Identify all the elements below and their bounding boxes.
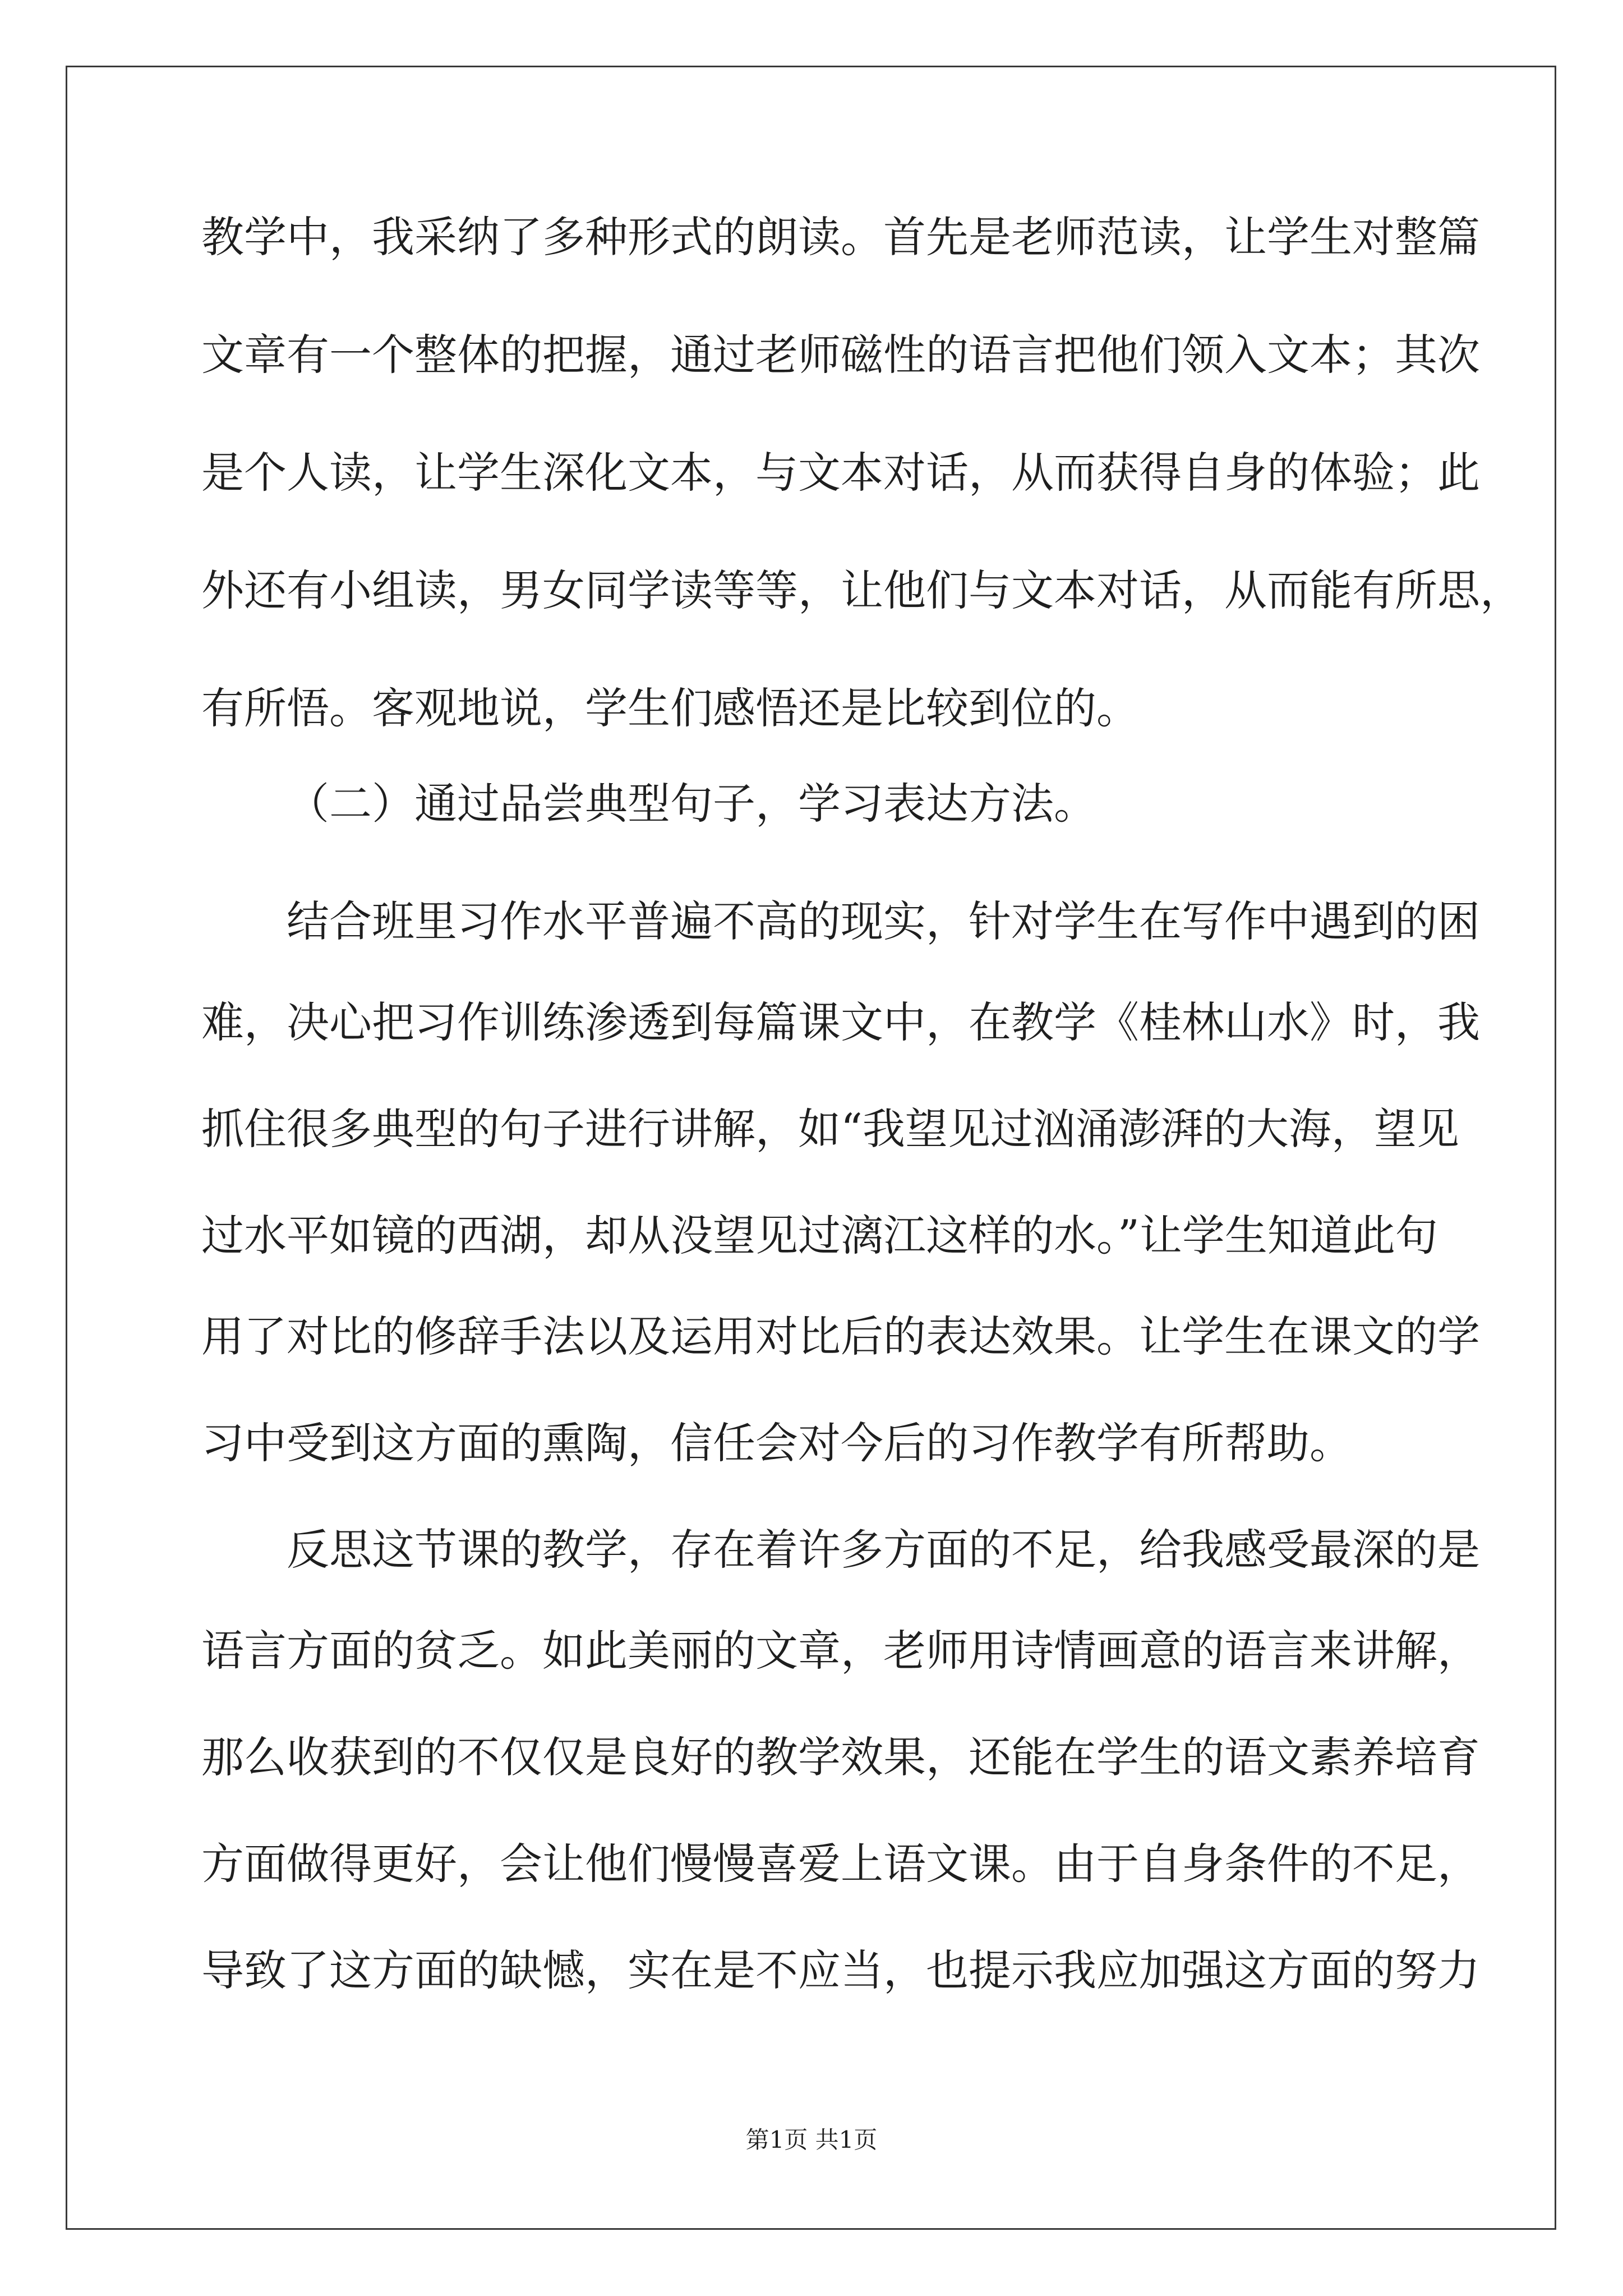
text-line: 外还有小组读，男女同学读等等，让他们与文本对话，从而能有所思， — [201, 565, 1523, 615]
text-line: 导致了这方面的缺憾，实在是不应当，也提示我应加强这方面的努力 — [201, 1945, 1480, 1995]
text-line: 有所悟。客观地说，学生们感悟还是比较到位的。 — [201, 683, 1139, 733]
text-line: 用了对比的修辞手法以及运用对比后的表达效果。让学生在课文的学 — [201, 1312, 1480, 1361]
text-line: 反思这节课的教学，存在着许多方面的不足，给我感受最深的是 — [287, 1525, 1480, 1575]
text-line: 难，决心把习作训练渗透到每篇课文中，在教学《桂林山水》时，我 — [201, 997, 1480, 1047]
text-line: 习中受到这方面的熏陶，信任会对今后的习作教学有所帮助。 — [201, 1418, 1352, 1468]
text-line: 是个人读，让学生深化文本，与文本对话，从而获得自身的体验；此 — [201, 448, 1480, 498]
text-line: 结合班里习作水平普遍不高的现实，针对学生在写作中遇到的困 — [287, 896, 1480, 946]
text-line: 那么收获到的不仅仅是良好的教学效果，还能在学生的语文素养培育 — [201, 1732, 1480, 1782]
text-line: 抓住很多典型的句子进行讲解，如“我望见过汹涌澎湃的大海，望见 — [201, 1104, 1459, 1154]
text-line: 语言方面的贫乏。如此美丽的文章，老师用诗情画意的语言来讲解， — [201, 1626, 1480, 1676]
text-line: 教学中，我采纳了多种形式的朗读。首先是老师范读，让学生对整篇 — [201, 212, 1480, 262]
section-heading: （二）通过品尝典型句子，学习表达方法。 — [287, 779, 1096, 829]
text-line: 过水平如镜的西湖，却从没望见过漓江这样的水。”让学生知道此句 — [201, 1211, 1438, 1260]
page-footer: 第1页 共1页 — [745, 2126, 878, 2154]
text-line: 文章有一个整体的把握，通过老师磁性的语言把他们领入文本；其次 — [201, 330, 1480, 380]
text-line: 方面做得更好，会让他们慢慢喜爱上语文课。由于自身条件的不足， — [201, 1839, 1480, 1889]
